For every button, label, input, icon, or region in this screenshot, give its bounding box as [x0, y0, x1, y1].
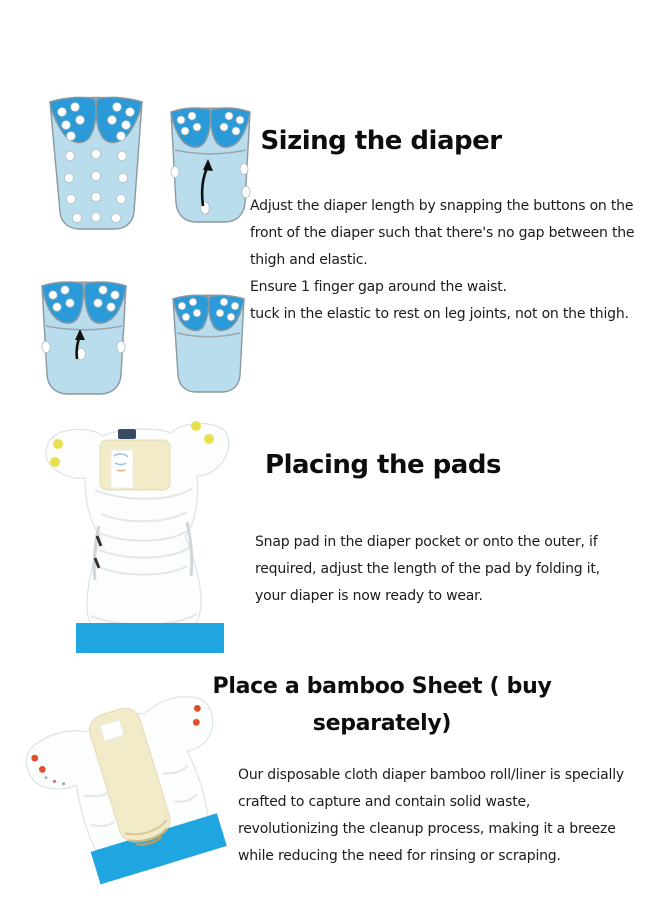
diaper-photo-bamboo-roll — [25, 690, 243, 890]
body-line: thigh and elastic. — [250, 252, 368, 268]
diaper-illustration-largest — [40, 92, 152, 232]
pad-brand-label — [111, 450, 133, 488]
body-line: crafted to capture and contain solid waste, — [238, 794, 531, 810]
body-line: Snap pad in the diaper pocket or onto the outer, if — [255, 534, 598, 550]
title-line: separately) — [312, 711, 452, 736]
blue-bottom-band — [76, 623, 224, 653]
section-title-bamboo — [212, 668, 552, 742]
body-line: Our disposable cloth diaper bamboo roll/liner is specially — [238, 767, 624, 783]
outer-print-patch — [118, 429, 136, 439]
body-line: tuck in the elastic to rest on leg joints, not on the thigh. — [250, 306, 629, 322]
body-line: while reducing the need for rinsing or scraping. — [238, 848, 561, 864]
body-line: your diaper is now ready to wear. — [255, 588, 483, 604]
diaper-illustration-medium-arrow — [33, 277, 135, 399]
body-line: revolutionizing the cleanup process, making it a breeze — [238, 821, 616, 837]
pads-instructions — [255, 529, 600, 610]
section-title-sizing: Sizing the diaper — [260, 126, 502, 156]
body-line: Ensure 1 finger gap around the waist. — [250, 279, 507, 295]
diaper-illustration-snapped-arrow — [163, 103, 258, 228]
body-line: Adjust the diaper length by snapping the buttons on the — [250, 198, 634, 214]
diaper-illustration-smallest — [166, 291, 251, 396]
title-line: Place a bamboo Sheet ( buy — [212, 674, 552, 699]
body-line: front of the diaper such that there's no gap between the — [250, 225, 635, 241]
diaper-photo-open-with-pad — [25, 418, 245, 658]
sizing-instructions — [250, 193, 634, 328]
section-title-pads: Placing the pads — [265, 450, 501, 480]
body-line: required, adjust the length of the pad by folding it, — [255, 561, 600, 577]
bamboo-instructions — [238, 762, 624, 870]
cream-insert-pad — [100, 440, 170, 490]
